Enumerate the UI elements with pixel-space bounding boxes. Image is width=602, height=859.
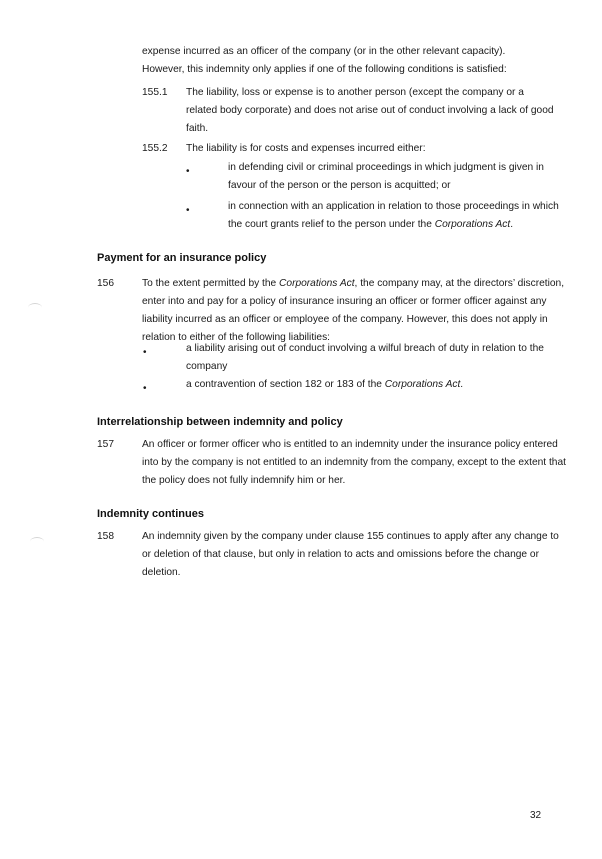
clause-number-155-2: 155.2 bbox=[142, 143, 168, 154]
bullet-text: in defending civil or criminal proceedings in which judgment is given in favour of the person or the person is acquitted; or bbox=[228, 162, 544, 191]
bullet-text: in connection with an application in relation to those proceedings in which the court grants relief to the person under the bbox=[228, 201, 559, 230]
punch-hole-mark bbox=[28, 303, 42, 312]
clause-text-157: An officer or former officer who is entitled to an indemnity under the insurance policy entered into by the company is not entitled to an indemnity from the company, except to the extent that the policy does not fully indemnify him or her. bbox=[142, 439, 566, 486]
clause-156-bullet-1 bbox=[186, 340, 562, 376]
bullet-text-end: . bbox=[510, 219, 514, 230]
clause-text-155-2: The liability is for costs and expenses incurred either: bbox=[186, 143, 426, 154]
heading-payment-insurance: Payment for an insurance policy bbox=[97, 252, 267, 264]
bullet-text: a contravention of section 182 or 183 of the bbox=[186, 379, 385, 390]
clause-text-156-italic: Corporations Act bbox=[279, 278, 355, 289]
bullet-icon: • bbox=[186, 205, 190, 216]
clause-156-bullet-2 bbox=[186, 376, 562, 394]
bullet-text-italic: Corporations Act bbox=[384, 379, 461, 390]
heading-interrelationship: Interrelationship between indemnity and policy bbox=[97, 416, 343, 428]
clause-text-156 bbox=[142, 275, 570, 347]
clause-155-2-bullet-2 bbox=[228, 198, 563, 234]
clause-number-156: 156 bbox=[97, 278, 114, 289]
bullet-text-end: . bbox=[460, 379, 464, 390]
clause-text-156-rest: , the company may, at the directors’ discretion, enter into and pay for a policy of insurance insuring an officer or former officer against any liability incurred as an officer or employee of the company. However, this does not apply in relation to either of the following liabilities: bbox=[142, 278, 565, 343]
clause-text-158: An indemnity given by the company under clause 155 continues to apply after any change to or deletion of that clause, but only in relation to acts and omissions before the change or deletion. bbox=[142, 531, 559, 578]
bullet-text-italic: Corporations Act bbox=[434, 219, 511, 230]
heading-indemnity-continues: Indemnity continues bbox=[97, 508, 204, 520]
intro-paragraph bbox=[142, 43, 562, 79]
clause-number-157: 157 bbox=[97, 439, 114, 450]
intro-line-2: However, this indemnity only applies if one of the following conditions is satisfied: bbox=[142, 64, 507, 75]
clause-155-2-bullet-1 bbox=[228, 159, 558, 195]
page-number: 32 bbox=[530, 810, 542, 821]
punch-hole-mark bbox=[30, 537, 44, 546]
clause-number-155-1: 155.1 bbox=[142, 87, 168, 98]
clause-text-155-1: The liability, loss or expense is to another person (except the company or a related body corporate) and does not arise out of conduct involving a lack of good faith. bbox=[186, 87, 554, 134]
bullet-icon: • bbox=[143, 347, 147, 358]
clause-text-156-start: To the extent permitted by the bbox=[142, 278, 280, 289]
bullet-icon: • bbox=[186, 166, 190, 177]
clause-number-158: 158 bbox=[97, 531, 114, 542]
intro-line-1: expense incurred as an officer of the company (or in the other relevant capacity). bbox=[142, 46, 506, 57]
bullet-icon: • bbox=[143, 383, 147, 394]
bullet-text: a liability arising out of conduct involving a wilful breach of duty in relation to the company bbox=[186, 343, 544, 372]
